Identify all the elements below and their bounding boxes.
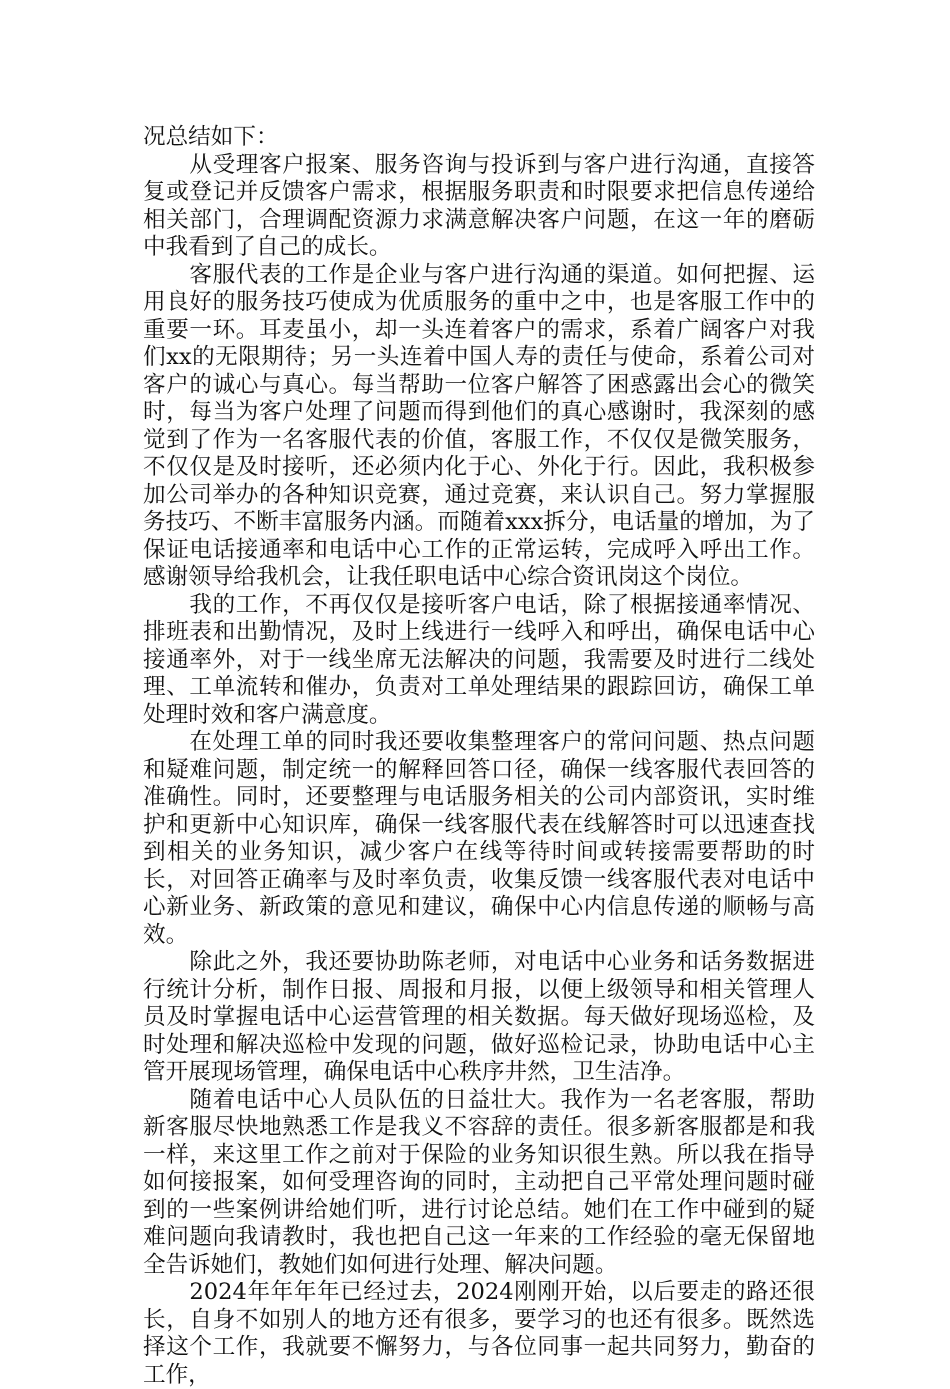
paragraph-3: 客服代表的工作是企业与客户进行沟通的渠道。如何把握、运用良好的服务技巧使成为优质服务的重中之中，也是客服工作中的重要一环。耳麦虽小，却一头连着客户的需求，系着广阔客户对我们xx的无限期待；另一头连着中国人寿的责任与使命，系着公司对客户的诚心与真心。每当帮助一位客户解答了困惑露出会心的微笑时，每当为客户处理了问题而得到他们的真心感谢时，我深刻的感觉到了作为一名客服代表的价值，客服工作，不仅仅是微笑服务，不仅仅是及时接听，还必须内化于心、外化于行。因此，我积极参加公司举办的各种知识竞赛，通过竞赛，来认识自己。努力掌握服务技巧、不断丰富服务内涵。而随着xxx拆分，电话量的增加，为了保证电话接通率和电话中心工作的正常运转，完成呼入呼出工作。感谢领导给我机会，让我任职电话中心综合资讯岗这个岗位。 (143, 261, 815, 590)
paragraph-4: 我的工作，不再仅仅是接听客户电话，除了根据接通率情况、排班表和出勤情况，及时上线进行一线呼入和呼出，确保电话中心接通率外，对于一线坐席无法解决的问题，我需要及时进行二线处理、工单流转和催办，负责对工单处理结果的跟踪回访，确保工单处理时效和客户满意度。 (143, 591, 815, 728)
paragraph-6: 除此之外，我还要协助陈老师，对电话中心业务和话务数据进行统计分析，制作日报、周报和月报，以便上级领导和相关管理人员及时掌握电话中心运营管理的相关数据。每天做好现场巡检，及时处理和解决巡检中发现的问题，做好巡检记录，协助电话中心主管开展现场管理，确保电话中心秩序井然，卫生洁净。 (143, 949, 815, 1085)
paragraph-1: 况总结如下： (143, 124, 279, 150)
document-page (143, 124, 815, 1389)
paragraph-7: 随着电话中心人员队伍的日益壮大。我作为一名老客服，帮助新客服尽快地熟悉工作是我义不容辞的责任。很多新客服都是和我一样，来这里工作之前对于保险的业务知识很生熟。所以我在指导如何接报案，如何受理咨询的同时，主动把自己平常处理问题时碰到的一些案例讲给她们听，进行讨论总结。她们在工作中碰到的疑难问题向我请教时，我也把自己这一年来的工作经验的毫无保留地全告诉她们，教她们如何进行处理、解决问题。 (143, 1086, 815, 1278)
paragraph-8: 2024年年年年已经过去，2024刚刚开始，以后要走的路还很长，自身不如别人的地方还有很多，要学习的也还有很多。既然选择这个工作，我就要不懈努力，与各位同事一起共同努力，勤奋的工作， (143, 1279, 815, 1388)
paragraph-5: 在处理工单的同时我还要收集整理客户的常问问题、热点问题和疑难问题，制定统一的解释回答口径，确保一线客服代表回答的准确性。同时，还要整理与电话服务相关的公司内部资讯，实时维护和更新中心知识库，确保一线客服代表在线解答时可以迅速查找到相关的业务知识，减少客户在线等待时间或转接需要帮助的时长，对回答正确率与及时率负责，收集反馈一线客服代表对电话中心新业务、新政策的意见和建议，确保中心内信息传递的顺畅与高效。 (143, 729, 815, 948)
paragraph-2: 从受理客户报案、服务咨询与投诉到与客户进行沟通，直接答复或登记并反馈客户需求，根据服务职责和时限要求把信息传递给相关部门，合理调配资源力求满意解决客户问题，在这一年的磨砺中我看到了自己的成长。 (143, 151, 815, 260)
